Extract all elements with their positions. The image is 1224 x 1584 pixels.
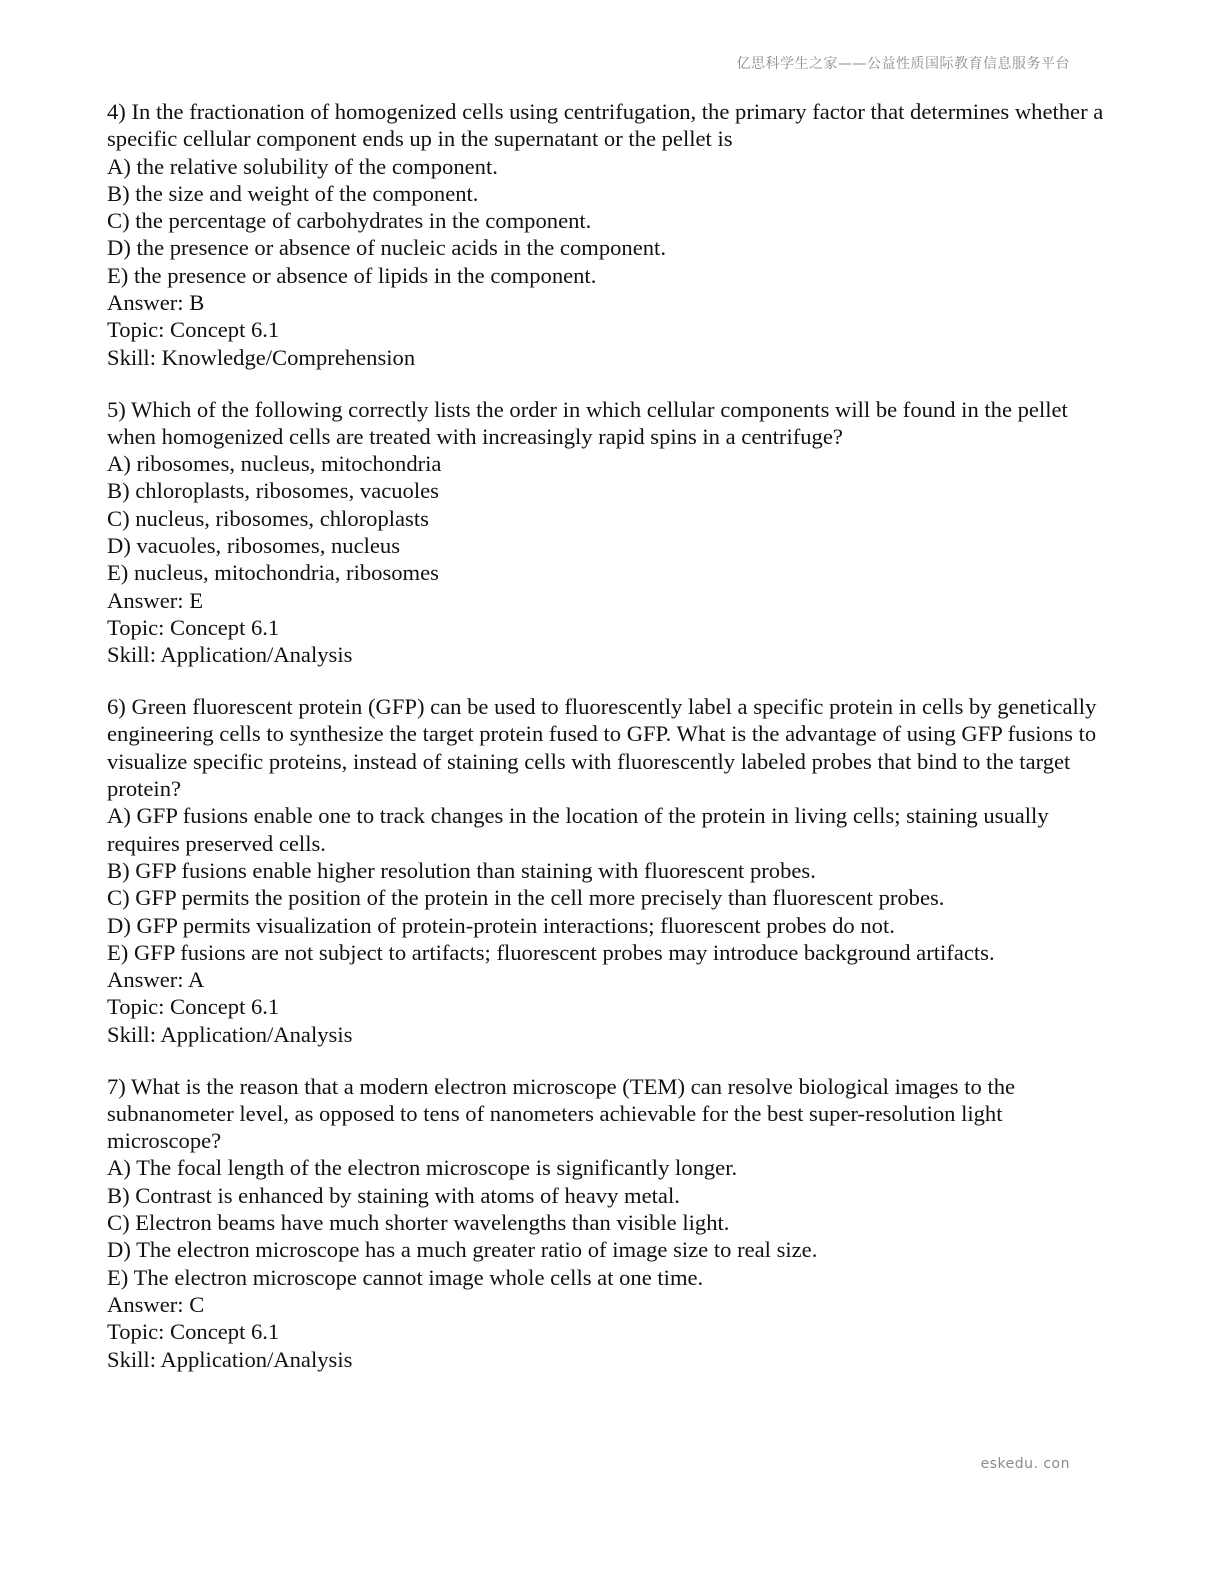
skill-line: Skill: Application/Analysis (107, 1346, 353, 1372)
question-stem: 7) What is the reason that a modern electron microscope (TEM) can resolve biological images to the subnanometer level, as opposed to tens of nanometers achievable for the best super-resolution light microscope? (107, 1073, 1016, 1154)
topic-line: Topic: Concept 6.1 (107, 1319, 280, 1345)
answer-line: Answer: C (107, 1291, 205, 1317)
option-a: A) The focal length of the electron microscope is significantly longer. (107, 1155, 738, 1181)
topic-line: Topic: Concept 6.1 (107, 994, 280, 1020)
option-d: D) the presence or absence of nucleic acids in the component. (107, 235, 666, 261)
page-footer: eskedu. con (980, 1456, 1070, 1472)
option-c: C) the percentage of carbohydrates in the component. (107, 208, 592, 234)
answer-line: Answer: A (107, 967, 205, 993)
skill-line: Skill: Application/Analysis (107, 642, 353, 668)
skill-line: Skill: Application/Analysis (107, 1021, 353, 1047)
option-b: B) Contrast is enhanced by staining with atoms of heavy metal. (107, 1182, 680, 1208)
answer-line: Answer: E (107, 587, 204, 613)
option-a: A) GFP fusions enable one to track changes in the location of the protein in living cells; staining usually requires preserved cells. (107, 803, 1049, 856)
question-stem: 4) In the fractionation of homogenized cells using centrifugation, the primary factor that determines whether a specific cellular component ends up in the supernatant or the pellet is (107, 99, 1104, 152)
question-stem: 5) Which of the following correctly lists the order in which cellular components will be found in the pellet when homogenized cells are treated with increasingly rapid spins in a centrifuge? (107, 396, 1068, 449)
option-e: E) GFP fusions are not subject to artifacts; fluorescent probes may introduce background artifacts. (107, 939, 995, 965)
option-e: E) nucleus, mitochondria, ribosomes (107, 560, 439, 586)
skill-line: Skill: Knowledge/Comprehension (107, 344, 416, 370)
topic-line: Topic: Concept 6.1 (107, 614, 280, 640)
option-a: A) the relative solubility of the component. (107, 153, 498, 179)
option-c: C) Electron beams have much shorter wavelengths than visible light. (107, 1210, 730, 1236)
option-c: C) nucleus, ribosomes, chloroplasts (107, 505, 429, 531)
option-b: B) chloroplasts, ribosomes, vacuoles (107, 478, 439, 504)
option-c: C) GFP permits the position of the protein in the cell more precisely than fluorescent probes. (107, 885, 945, 911)
question-4 (107, 98, 1117, 371)
answer-line: Answer: B (107, 290, 205, 316)
option-e: E) the presence or absence of lipids in the component. (107, 262, 597, 288)
option-b: B) the size and weight of the component. (107, 180, 479, 206)
question-list (107, 98, 1117, 1397)
page-header: 亿思科学生之家——公益性质国际教育信息服务平台 (736, 56, 1070, 72)
option-a: A) ribosomes, nucleus, mitochondria (107, 451, 442, 477)
question-5 (107, 396, 1117, 669)
option-b: B) GFP fusions enable higher resolution than staining with fluorescent probes. (107, 857, 816, 883)
topic-line: Topic: Concept 6.1 (107, 317, 280, 343)
question-stem: 6) Green fluorescent protein (GFP) can be used to fluorescently label a specific protein in cells by genetically engineering cells to synthesize the target protein fused to GFP. What is the advantage of using GFP fusions to visualize specific proteins, instead of staining cells with fluorescently labeled probes that bind to the target protein? (107, 694, 1097, 802)
question-7 (107, 1073, 1117, 1373)
option-d: D) vacuoles, ribosomes, nucleus (107, 533, 401, 559)
option-d: D) The electron microscope has a much greater ratio of image size to real size. (107, 1237, 818, 1263)
question-6 (107, 693, 1117, 1048)
option-e: E) The electron microscope cannot image whole cells at one time. (107, 1264, 704, 1290)
option-d: D) GFP permits visualization of protein-protein interactions; fluorescent probes do not. (107, 912, 895, 938)
